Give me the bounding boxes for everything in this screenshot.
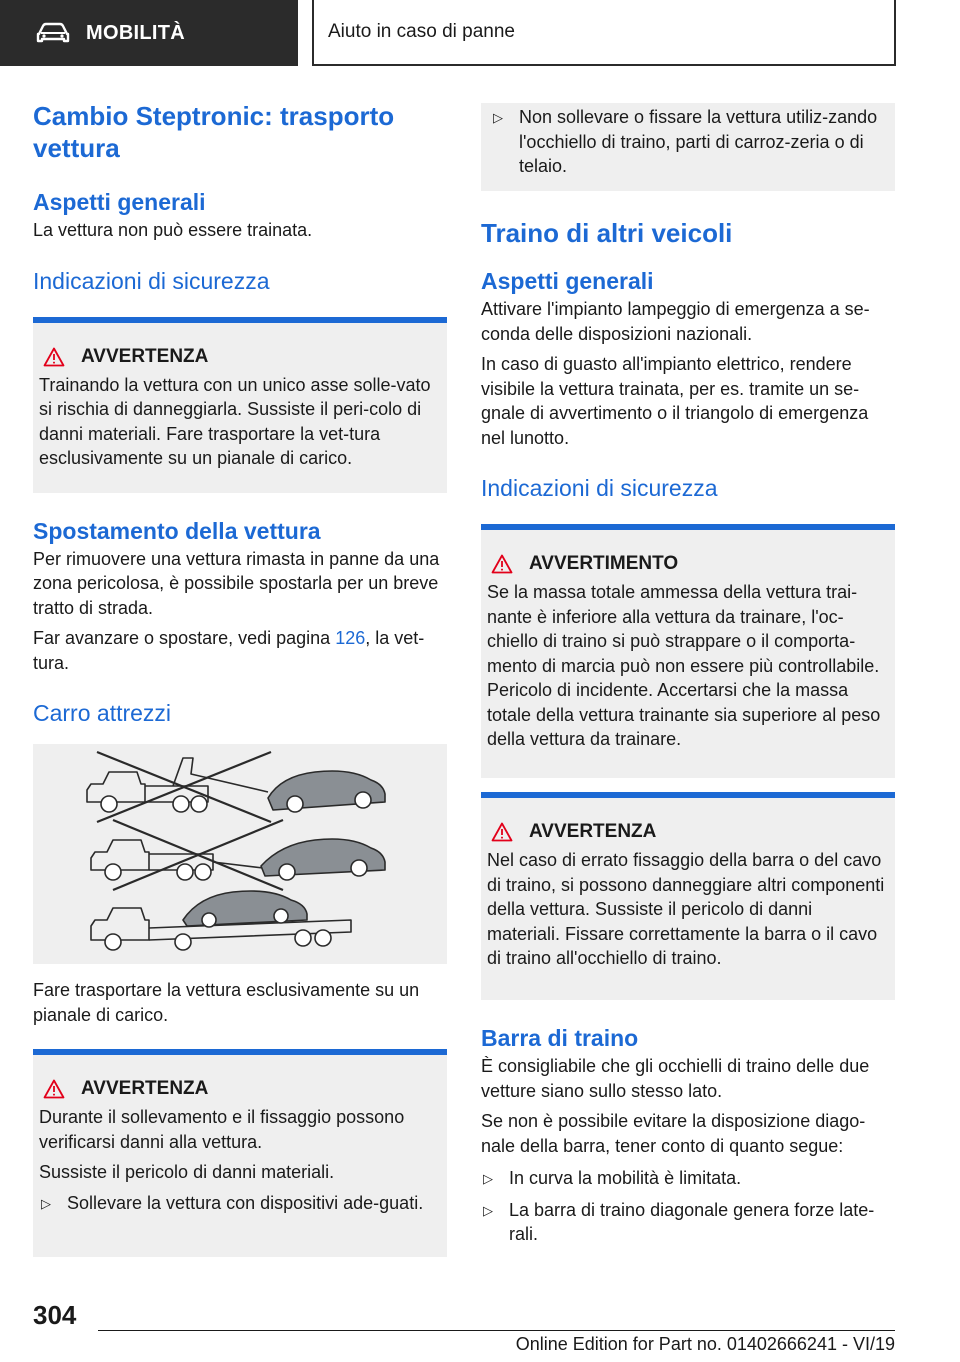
warning-triangle-icon xyxy=(43,347,65,367)
warning-text: Se la massa totale ammessa della vettura trai-nante è inferiore alla vettura da trainare, l'oc-chiello di traino si può strappare o il comporta-mento di marcia può non essere più controllabile. Pericolo di incidente. Accertarsi che la massa totale della vettura trainante sia superiore al peso della vettura da trainare. xyxy=(487,582,881,749)
paragraph-electrical-failure: In caso di guasto all'impianto elettrico, rendere visibile la vettura trainata, per es. tramite un se-gnale di avvertimento o il triangolo di emergenza nel lunotto. xyxy=(481,354,869,448)
list-item-text: Non sollevare o fissare la vettura utiliz-zando l'occhiello di traino, parti di carroz-zeria o di telaio. xyxy=(519,107,878,176)
bullet-triangle-icon: ▷ xyxy=(41,1195,51,1211)
illustration-caption: Fare trasportare la vettura esclusivamente su un pianale di carico. xyxy=(33,980,420,1025)
warning-text-2: Sussiste il pericolo di danni materiali. xyxy=(39,1162,335,1182)
list-item xyxy=(481,1166,895,1192)
warning-box-towing xyxy=(33,317,447,493)
list-item-text: Sollevare la vettura con dispositivi ade-guati. xyxy=(67,1192,424,1213)
footer-divider xyxy=(98,1330,895,1331)
section-tab xyxy=(0,0,298,66)
heading-moving-vehicle: Spostamento della vettura xyxy=(33,517,321,544)
paragraph-diagonal: Se non è possibile evitare la disposizione diago-nale della barra, tener conto di quanto segue: xyxy=(481,1111,866,1156)
warning-box-mass xyxy=(481,524,895,778)
paragraph-same-side: È consigliabile che gli occhielli di traino delle due vetture siano sullo stesso lato. xyxy=(481,1056,870,1101)
warning-triangle-icon xyxy=(491,554,513,574)
list-item xyxy=(481,1198,895,1247)
warning-title: AVVERTENZA xyxy=(81,1078,209,1099)
tow-truck-illustration xyxy=(33,744,447,964)
heading-general-aspects: Aspetti generali xyxy=(33,189,206,215)
car-icon xyxy=(36,22,70,44)
page-number: 304 xyxy=(33,1300,77,1330)
bullet-triangle-icon: ▷ xyxy=(483,1202,493,1218)
heading-tow-bar: Barra di traino xyxy=(481,1025,639,1051)
warning-title: AVVERTIMENTO xyxy=(529,553,679,574)
section-label: MOBILITÀ xyxy=(86,21,186,44)
warning-triangle-icon xyxy=(43,1079,65,1099)
chapter-title: Aiuto in caso di panne xyxy=(328,21,515,42)
footer-edition: Online Edition for Part no. 01402666241 - VI/19 xyxy=(515,1334,895,1354)
text-fragment: , la vet-tura. xyxy=(33,628,425,673)
paragraph-move-1: Per rimuovere una vettura rimasta in panne da una zona pericolosa, è possibile spostarla per un breve tratto di strada. xyxy=(33,548,440,618)
page-link-126[interactable]: 126 xyxy=(335,628,366,648)
warning-triangle-icon xyxy=(491,822,513,842)
paragraph-move-2 xyxy=(33,626,447,675)
heading-safety-notes: Indicazioni di sicurezza xyxy=(481,475,718,501)
heading-safety-notes: Indicazioni di sicurezza xyxy=(33,267,270,294)
heading-general-aspects: Aspetti generali xyxy=(481,268,654,294)
heading-towing-other-vehicles: Traino di altri veicoli xyxy=(481,218,733,248)
warning-box-continued xyxy=(481,103,895,191)
warning-title: AVVERTENZA xyxy=(529,821,657,842)
chapter-title-box xyxy=(312,0,896,66)
warning-text: Trainando la vettura con un unico asse solle-vato si rischia di danneggiarla. Sussiste il peri-colo di danni materiali. Fare trasportare la vet-tura esclusivamente su un pianale di carico. xyxy=(39,374,431,468)
text-fragment: Far avanzare o spostare, vedi pagina xyxy=(33,628,336,648)
bullet-triangle-icon: ▷ xyxy=(493,110,503,125)
list-item xyxy=(491,105,885,179)
warning-title: AVVERTENZA xyxy=(81,345,209,367)
warning-header xyxy=(39,345,441,369)
list-item-text: In curva la mobilità è limitata. xyxy=(509,1168,742,1188)
heading-tow-truck: Carro attrezzi xyxy=(33,700,172,726)
warning-text: Nel caso di errato fissaggio della barra o del cavo di traino, si possono danneggiare altri componenti della vettura. Sussiste il pericolo di danni materiali. Fissare correttamente la barra o il cavo di traino all'occhiello di traino. xyxy=(487,850,885,968)
heading-steptronic-transport: Cambio Steptronic: trasporto vettura xyxy=(33,101,395,163)
page-header xyxy=(0,0,960,66)
bullet-triangle-icon: ▷ xyxy=(483,1171,493,1186)
warning-box-lifting xyxy=(33,1049,447,1257)
tow-methods-figure xyxy=(33,744,447,964)
warning-text-1: Durante il sollevamento e il fissaggio possono verificarsi danni alla vettura. xyxy=(39,1107,405,1152)
warning-box-fastening xyxy=(481,792,895,1000)
paragraph-not-towable: La vettura non può essere trainata. xyxy=(33,220,313,240)
warning-header xyxy=(487,820,889,844)
warning-header xyxy=(487,552,889,576)
paragraph-hazard-lights: Attivare l'impianto lampeggio di emergenza a se-conda delle disposizioni nazionali. xyxy=(481,299,870,344)
list-item-text: La barra di traino diagonale genera forze late-rali. xyxy=(509,1199,875,1244)
right-column xyxy=(481,103,895,1247)
warning-header xyxy=(39,1077,441,1101)
left-column xyxy=(33,100,447,1257)
list-item xyxy=(39,1191,441,1217)
